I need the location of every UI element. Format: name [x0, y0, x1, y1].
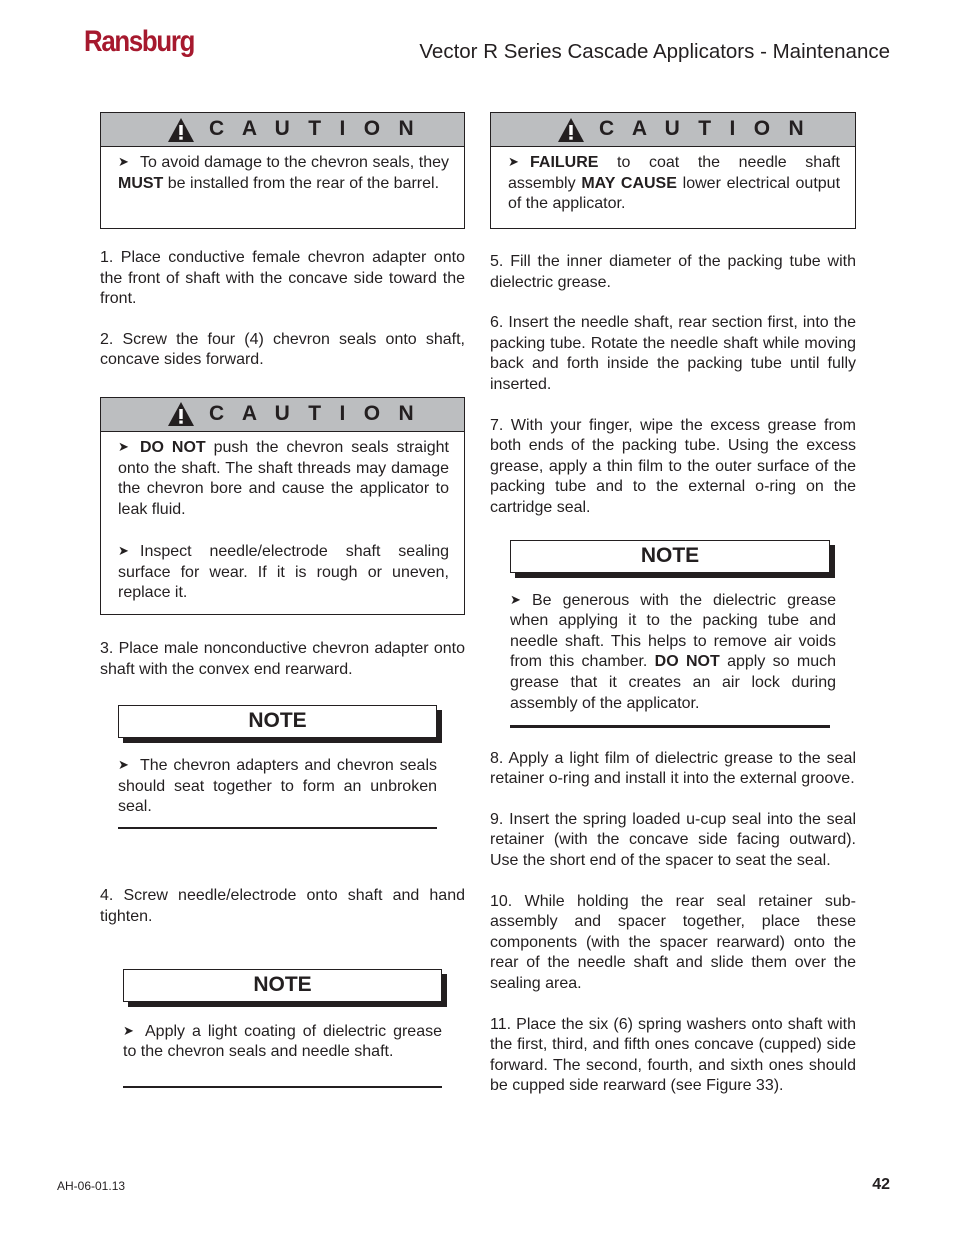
- step-9: 9. Insert the spring loaded u-cup seal into the seal retainer (with the concave side facing outward). Use the short end of the spacer to seat the seal.: [490, 810, 856, 869]
- right-column: [490, 112, 856, 1097]
- caution-title: C A U T I O N: [209, 117, 421, 141]
- emphasis: MUST: [118, 174, 164, 192]
- note-header: NOTE: [123, 969, 442, 1002]
- text-span: push the chevron seals straight onto the shaft. The shaft threads may damage the chevron bore and cause the applicator to leak fluid.: [118, 438, 450, 518]
- text-span: apply so much grease that it creates an air lock during assembly of the applicator.: [510, 653, 836, 712]
- note-header: NOTE: [510, 540, 830, 573]
- caution-box: [100, 112, 465, 229]
- caution-text: [491, 147, 855, 228]
- step-7: 7. With your finger, wipe the excess grease from both ends of the packing tube. Using the excess grease, apply a thin film to the outer surface of the packing tube and to the external o-ring on the cartridge seal.: [490, 416, 856, 516]
- note-header: NOTE: [118, 705, 437, 738]
- step-1: 1. Place conductive female chevron adapter onto the front of shaft with the concave side toward the front.: [100, 249, 465, 308]
- note-rule: [118, 827, 437, 830]
- document-code: AH-06-01.13: [57, 1179, 126, 1193]
- note-rule: [123, 1086, 442, 1089]
- emphasis: MAY CAUSE: [581, 174, 677, 192]
- arrowhead-icon: ➤: [118, 757, 129, 773]
- text-span: Be generous with the dielectric grease when applying it to the packing tube and needle shaft. This helps to remove air voids from this chamber.: [510, 591, 836, 671]
- text-span: Inspect needle/electrode shaft sealing surface for wear. If it is rough or uneven, replace it.: [118, 542, 449, 602]
- warning-triangle-icon: [167, 117, 195, 143]
- left-column: [100, 112, 465, 1088]
- step-3: 3. Place male nonconductive chevron adapter onto shaft with the convex end rearward.: [100, 639, 465, 678]
- step-6: 6. Insert the needle shaft, rear section first, into the packing tube. Rotate the needle shaft while moving back and forth inside the packing tube until fully inserted.: [490, 314, 856, 393]
- arrowhead-icon: ➤: [118, 154, 129, 169]
- caution-header: [491, 113, 855, 147]
- step-4: 4. Screw needle/electrode onto shaft and hand tighten.: [100, 887, 465, 926]
- arrowhead-icon: ➤: [508, 154, 519, 169]
- emphasis: FAILURE: [530, 154, 599, 171]
- page-number: 42: [872, 1176, 890, 1193]
- emphasis: DO NOT: [140, 438, 206, 456]
- step-10: 10. While holding the rear seal retainer sub-assembly and spacer together, place these components (with the spacer rearward) onto the rear of the needle shaft and slide them over the sealing area.: [490, 892, 856, 992]
- caution-title: C A U T I O N: [209, 402, 421, 426]
- brand-logo: Ransburg: [84, 25, 195, 58]
- text-span: lower electrical output of the applicator.: [508, 174, 841, 213]
- caution-header: [101, 398, 464, 432]
- note-block: [118, 705, 437, 829]
- caution-text: [101, 432, 464, 617]
- step-2: 2. Screw the four (4) chevron seals onto shaft, concave sides forward.: [100, 330, 465, 369]
- document-title: Vector R Series Cascade Applicators - Maintenance: [419, 40, 890, 63]
- arrowhead-icon: ➤: [118, 542, 129, 558]
- text-span: be installed from the rear of the barrel.: [163, 174, 440, 192]
- step-11: 11. Place the six (6) spring washers onto shaft with the first, third, and fifth ones concave (cupped) side forward. The second, fourth, and sixth ones should be cupped side rearward (see Figure 33).: [490, 1015, 856, 1095]
- caution-header: [101, 113, 464, 147]
- note-text: [123, 1021, 442, 1063]
- caution-box: [100, 397, 465, 615]
- note-block: [123, 969, 442, 1089]
- arrowhead-icon: ➤: [118, 438, 129, 454]
- step-5: 5. Fill the inner diameter of the packing tube with dielectric grease.: [490, 253, 856, 291]
- text-span: Apply a light coating of dielectric grease to the chevron seals and needle shaft.: [123, 1022, 442, 1061]
- text-span: The chevron adapters and chevron seals should seat together to form an unbroken seal.: [118, 757, 437, 816]
- note-text: [510, 590, 836, 715]
- caution-box: [490, 112, 856, 229]
- caution-title: C A U T I O N: [599, 117, 811, 141]
- note-rule: [510, 725, 830, 728]
- caution-text: [101, 147, 464, 207]
- emphasis: DO NOT: [654, 653, 720, 671]
- arrowhead-icon: ➤: [123, 1022, 134, 1038]
- note-block: [510, 540, 836, 728]
- text-span: To avoid damage to the chevron seals, they: [140, 154, 449, 171]
- text-span: to coat the needle shaft assembly: [508, 154, 840, 192]
- step-8: 8. Apply a light film of dielectric grease to the seal retainer o-ring and install it into the external groove.: [490, 749, 856, 788]
- warning-triangle-icon: [557, 117, 585, 143]
- arrowhead-icon: ➤: [510, 591, 521, 607]
- warning-triangle-icon: [167, 401, 195, 427]
- note-text: [118, 755, 437, 818]
